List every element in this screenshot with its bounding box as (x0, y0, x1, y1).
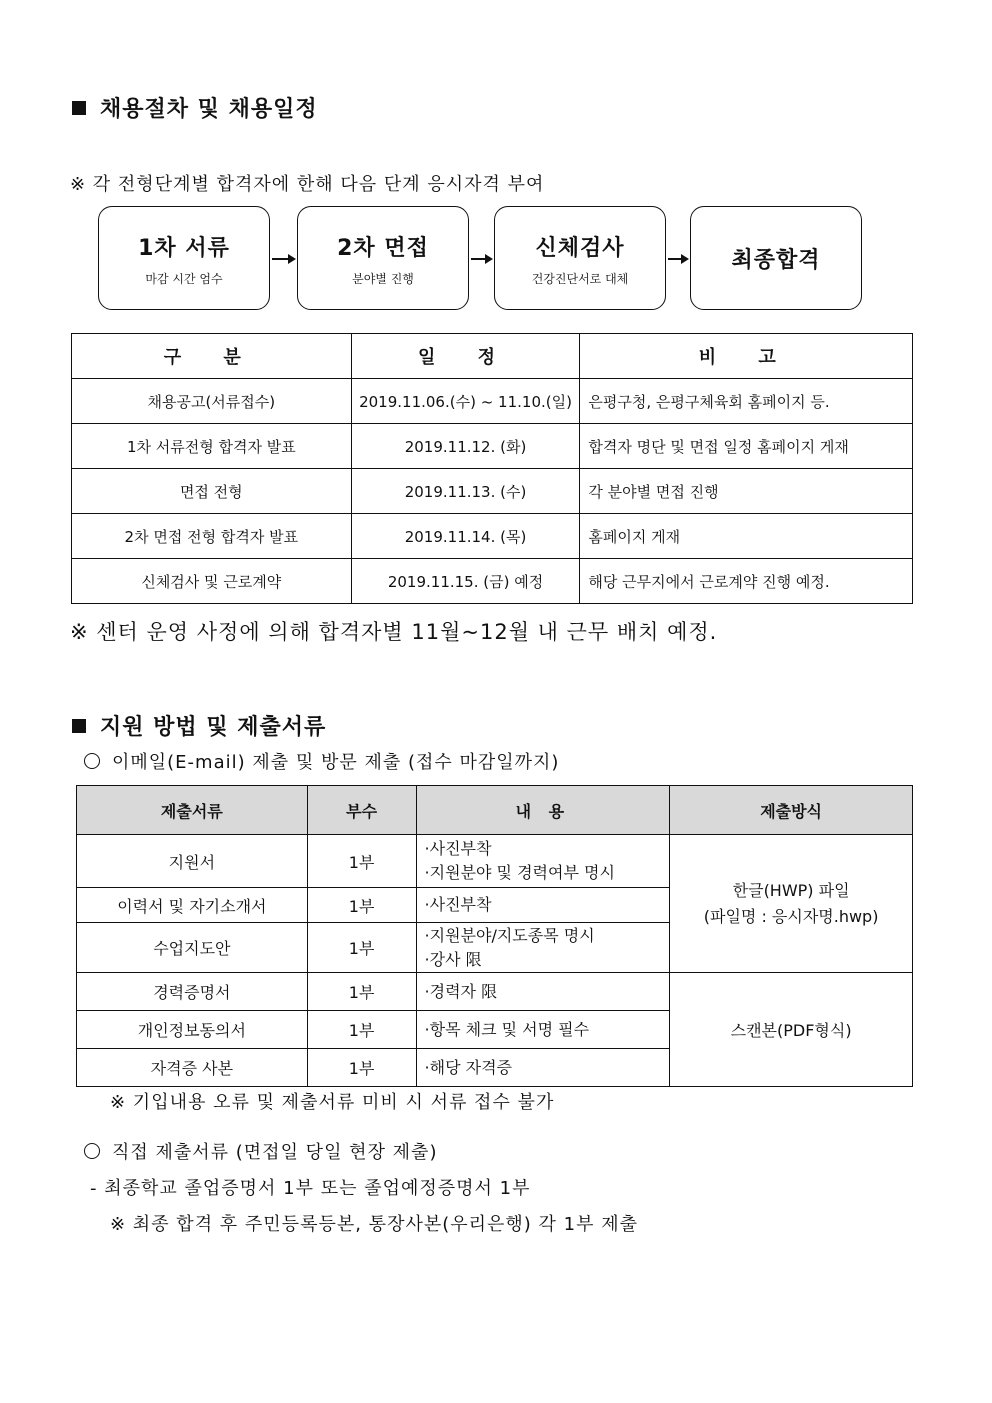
column-header: 내 용 (416, 786, 670, 835)
section-heading-schedule: 채용절차 및 채용일정 (72, 92, 318, 123)
step-subtitle: 분야별 진행 (352, 272, 414, 286)
submission-method-line: 이메일(E-mail) 제출 및 방문 제출 (접수 마감일까지) (84, 748, 559, 774)
column-header: 제출방식 (670, 786, 913, 835)
table-header-row (77, 786, 913, 835)
content-cell: ·항목 체크 및 서명 필수 (416, 1011, 670, 1049)
arrow-right-icon (471, 258, 491, 260)
table-row (72, 559, 913, 604)
process-step-3 (494, 206, 666, 310)
count-cell: 1부 (307, 923, 416, 973)
table-row (77, 835, 913, 888)
method-cell-hwp: 한글(HWP) 파일 (파일명 : 응시자명.hwp) (670, 835, 913, 973)
circle-bullet-icon (84, 1143, 100, 1159)
stage-cell: 신체검사 및 근로계약 (72, 559, 352, 604)
stage-cell: 면접 전형 (72, 469, 352, 514)
count-cell: 1부 (307, 1049, 416, 1087)
document-cell: 경력증명서 (77, 973, 308, 1011)
process-step-2 (297, 206, 469, 310)
content-cell: ·경력자 限 (416, 973, 670, 1011)
column-header: 부수 (307, 786, 416, 835)
content-cell: ·해당 자격증 (416, 1049, 670, 1087)
table-row (72, 469, 913, 514)
eligibility-note: ※ 각 전형단계별 합격자에 한해 다음 단계 응시자격 부여 (70, 174, 545, 195)
direct-submission-item: - 최종학교 졸업증명서 1부 또는 졸업예정증명서 1부 (90, 1178, 531, 1199)
document-cell: 수업지도안 (77, 923, 308, 973)
circle-bullet-icon (84, 753, 100, 769)
table-row (72, 424, 913, 469)
remark-cell: 은평구청, 은평구체육회 홈페이지 등. (580, 379, 913, 424)
document-cell: 이력서 및 자기소개서 (77, 888, 308, 923)
stage-cell: 1차 서류전형 합격자 발표 (72, 424, 352, 469)
process-step-4 (690, 206, 862, 310)
remark-cell: 홈페이지 게재 (580, 514, 913, 559)
column-header: 구 분 (72, 334, 352, 379)
column-header: 제출서류 (77, 786, 308, 835)
remark-cell: 해당 근무지에서 근로계약 진행 예정. (580, 559, 913, 604)
table-row (72, 514, 913, 559)
table-footnote: ※ 기입내용 오류 및 제출서류 미비 시 서류 접수 불가 (110, 1092, 555, 1113)
content-cell: ·지원분야/지도종목 명시 ·강사 限 (416, 923, 670, 973)
count-cell: 1부 (307, 888, 416, 923)
method-cell-pdf: 스캔본(PDF형식) (670, 973, 913, 1087)
document-cell: 개인정보동의서 (77, 1011, 308, 1049)
direct-submission-note: ※ 최종 합격 후 주민등록등본, 통장사본(우리은행) 각 1부 제출 (110, 1214, 638, 1235)
date-cell: 2019.11.14. (목) (351, 514, 580, 559)
remark-cell: 각 분야별 면접 진행 (580, 469, 913, 514)
date-cell: 2019.11.15. (금) 예정 (351, 559, 580, 604)
table-row (72, 379, 913, 424)
remark-cell: 합격자 명단 및 면접 일정 홈페이지 게재 (580, 424, 913, 469)
count-cell: 1부 (307, 1011, 416, 1049)
count-cell: 1부 (307, 973, 416, 1011)
step-subtitle: 건강진단서로 대체 (531, 272, 629, 286)
column-header: 일 정 (351, 334, 580, 379)
direct-submission-line: 직접 제출서류 (면접일 당일 현장 제출) (84, 1138, 437, 1164)
date-cell: 2019.11.06.(수) ~ 11.10.(일) (351, 379, 580, 424)
process-step-1 (98, 206, 270, 310)
step-title: 신체검사 (535, 236, 625, 261)
step-subtitle: 마감 시간 엄수 (145, 272, 223, 286)
table-header-row (72, 334, 913, 379)
content-cell: ·사진부착 ·지원분야 및 경력여부 명시 (416, 835, 670, 888)
document-cell: 자격증 사본 (77, 1049, 308, 1087)
arrow-right-icon (272, 258, 294, 260)
column-header: 비 고 (580, 334, 913, 379)
table-row (77, 973, 913, 1011)
square-bullet-icon (72, 101, 86, 115)
step-title: 1차 서류 (138, 236, 230, 261)
stage-cell: 2차 면접 전형 합격자 발표 (72, 514, 352, 559)
step-title: 최종합격 (731, 248, 821, 273)
step-title: 2차 면접 (337, 236, 429, 261)
count-cell: 1부 (307, 835, 416, 888)
documents-table (76, 785, 913, 1087)
square-bullet-icon (72, 719, 86, 733)
section-heading-application: 지원 방법 및 제출서류 (72, 710, 326, 741)
stage-cell: 채용공고(서류접수) (72, 379, 352, 424)
arrow-right-icon (668, 258, 687, 260)
date-cell: 2019.11.13. (수) (351, 469, 580, 514)
placement-footnote: ※ 센터 운영 사정에 의해 합격자별 11월~12월 내 근무 배치 예정. (70, 620, 718, 644)
content-cell: ·사진부착 (416, 888, 670, 923)
schedule-table (71, 333, 913, 604)
date-cell: 2019.11.12. (화) (351, 424, 580, 469)
document-cell: 지원서 (77, 835, 308, 888)
